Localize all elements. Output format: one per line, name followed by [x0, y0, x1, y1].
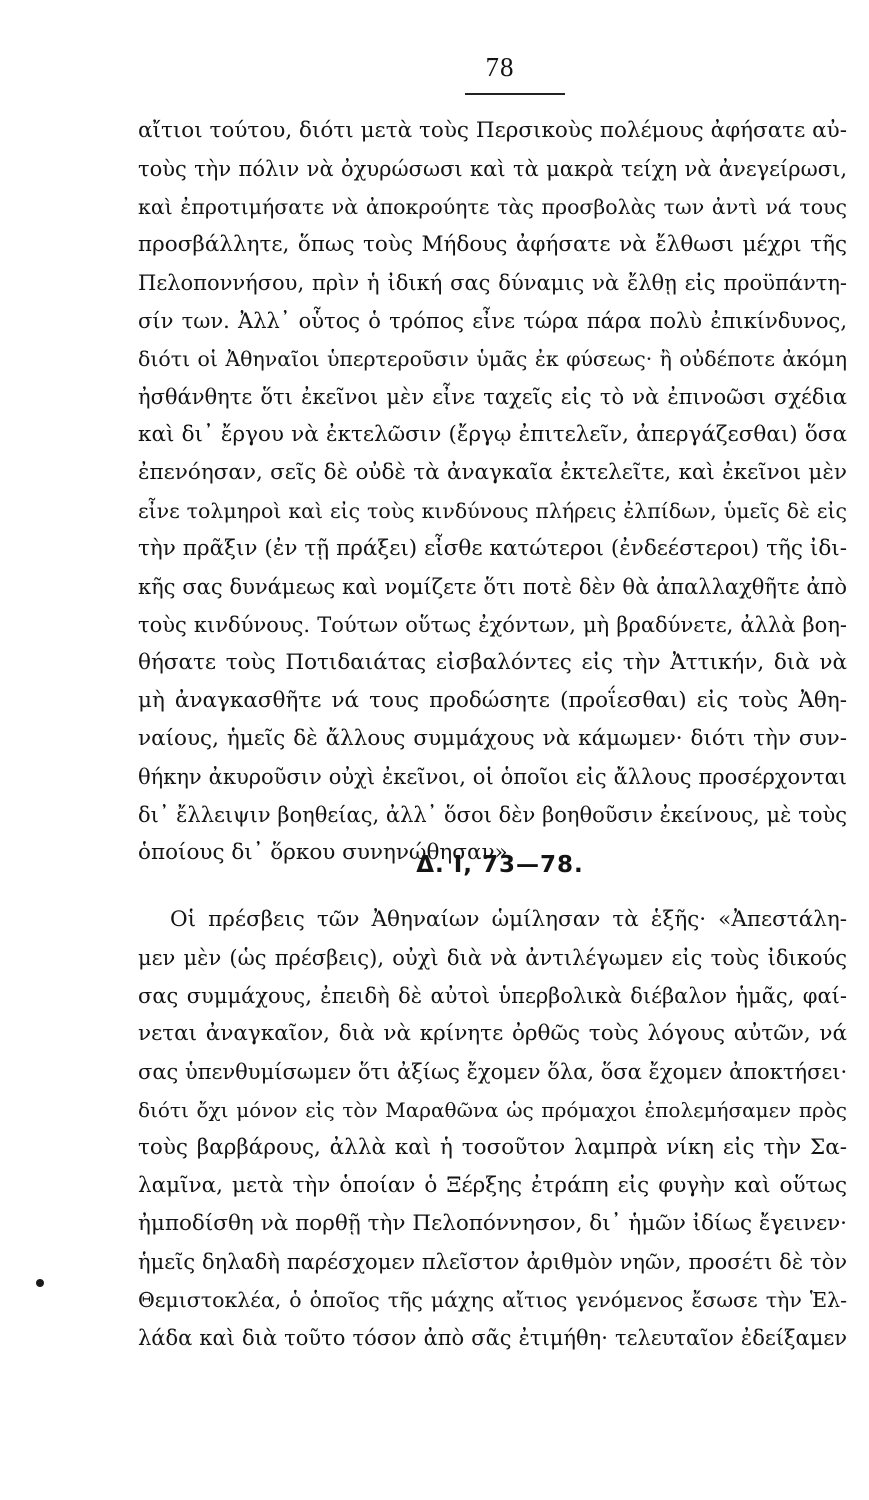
text-line: τοὺς βαρβάρους, ἀλλὰ καὶ ἡ τοσοῦτον λαμπρὰ νίκη εἰς τὴν Σα-	[138, 1135, 847, 1160]
text-line: θήκην ἀκυροῦσιν οὐχὶ ἐκεῖνοι, οἱ ὁποῖοι εἰς ἄλλους προσέρχονται	[138, 765, 847, 789]
text-line: θήσατε τοὺς Ποτιδαιάτας εἰσβαλόντες εἰς τὴν Ἀττικήν, διὰ νὰ	[138, 650, 847, 675]
text-line: ἠσθάνθητε ὅτι ἐκεῖνοι μὲν εἶνε ταχεῖς εἰς τὸ νὰ ἐπινοῶσι σχέδια	[138, 385, 847, 409]
page-number-rule	[465, 93, 565, 95]
text-line: ἠμποδίσθη νὰ πορθῇ τὴν Πελοπόννησον, δι᾽ ἡμῶν ἰδίως ἔγεινεν·	[138, 1211, 847, 1236]
text-line: λαμῖνα, μετὰ τὴν ὁποίαν ὁ Ξέρξης ἐτράπη εἰς φυγὴν καὶ οὕτως	[138, 1173, 847, 1198]
text-line: Πελοποννήσου, πρὶν ἡ ἰδική σας δύναμις νὰ ἔλθῃ εἰς προϋπάντη-	[138, 271, 847, 295]
text-line: λάδα καὶ διὰ τοῦτο τόσον ἀπὸ σᾶς ἐτιμήθη· τελευταῖον ἐδείξαμεν	[138, 1326, 847, 1350]
page-number: 78	[485, 52, 515, 82]
text-line: ἐπενόησαν, σεῖς δὲ οὐδὲ τὰ ἀναγκαῖα ἐκτελεῖτε, καὶ ἐκεῖνοι μὲν	[138, 460, 847, 485]
text-line: Οἱ πρέσβεις τῶν Ἀθηναίων ὡμίλησαν τὰ ἑξῆς· «Ἀπεστάλη-	[170, 907, 847, 932]
text-line: τοὺς τὴν πόλιν νὰ ὀχυρώσωσι καὶ τὰ μακρὰ τείχη νὰ ἀνεγείρωσι,	[138, 157, 847, 181]
text-line: καὶ δι᾽ ἔργου νὰ ἐκτελῶσιν (ἔργῳ ἐπιτελεῖν, ἀπεργάζεσθαι) ὅσα	[138, 422, 847, 447]
text-line: τὴν πρᾶξιν (ἐν τῇ πράξει) εἶσθε κατώτεροι (ἐνδεέστεροι) τῆς ἰδι-	[138, 536, 847, 561]
text-line: νεται ἀναγκαῖον, διὰ νὰ κρίνητε ὀρθῶς τοὺς λόγους αὐτῶν, νά	[138, 1021, 847, 1046]
text-line: Θεμιστοκλέα, ὁ ὁποῖος τῆς μάχης αἴτιος γενόμενος ἔσωσε τὴν Ἑλ-	[138, 1288, 847, 1312]
text-line: καὶ ἐπροτιμήσατε νὰ ἀποκρούητε τὰς προσβολὰς των ἀντὶ νά τους	[138, 195, 847, 219]
text-line: κῆς σας δυνάμεως καὶ νομίζετε ὅτι ποτὲ δὲν θὰ ἀπαλλαχθῆτε ἀπὸ	[138, 575, 847, 599]
text-line: διότι οἱ Ἀθηναῖοι ὑπερτεροῦσιν ὑμᾶς ἐκ φύσεως· ἢ οὐδέποτε ἀκόμη	[138, 347, 847, 371]
text-line: μὴ ἀναγκασθῆτε νά τους προδώσητε (προΐεσθαι) εἰς τοὺς Ἀθη-	[138, 688, 847, 713]
text-line: εἶνε τολμηροὶ καὶ εἰς τοὺς κινδύνους πλήρεις ἐλπίδων, ὑμεῖς δὲ εἰς	[138, 499, 847, 523]
text-line: σας ὑπενθυμίσωμεν ὅτι ἀξίως ἔχομεν ὅλα, ὅσα ἔχομεν ἀποκτήσει·	[138, 1060, 847, 1084]
text-line: σας συμμάχους, ἐπειδὴ δὲ αὐτοὶ ὑπερβολικὰ διέβαλον ἡμᾶς, φαί-	[138, 984, 847, 1008]
text-line: ναίους, ἡμεῖς δὲ ἄλλους συμμάχους νὰ κάμωμεν· διότι τὴν συν-	[138, 726, 847, 751]
text-line: ὁποίους δι᾽ ὅρκου συνηνώθησαν».	[138, 840, 515, 865]
text-line: διότι ὄχι μόνον εἰς τὸν Μαραθῶνα ὡς πρόμαχοι ἐπολεμήσαμεν πρὸς	[138, 1098, 847, 1122]
text-line: τοὺς κινδύνους. Τούτων οὕτως ἐχόντων, μὴ βραδύνετε, ἀλλὰ βοη-	[138, 613, 847, 637]
text-line: ἡμεῖς δηλαδὴ παρέσχομεν πλεῖστον ἀριθμὸν νηῶν, προσέτι δὲ τὸν	[138, 1250, 847, 1274]
text-line: σίν των. Ἀλλ᾽ οὗτος ὁ τρόπος εἶνε τώρα πάρα πολὺ ἐπικίνδυνος,	[138, 309, 847, 333]
text-line: προσβάλλητε, ὅπως τοὺς Μήδους ἀφήσατε νὰ ἔλθωσι μέχρι τῆς	[138, 232, 847, 257]
text-line: δι᾽ ἔλλειψιν βοηθείας, ἀλλ᾽ ὅσοι δὲν βοηθοῦσιν ἐκείνους, μὲ τοὺς	[138, 803, 847, 827]
section-heading: Δ. I, 73—78.	[416, 852, 584, 878]
margin-ink-dot	[36, 1279, 44, 1287]
text-line: αἴτιοι τούτου, διότι μετὰ τοὺς Περσικοὺς πολέμους ἀφήσατε αὐ-	[138, 118, 847, 143]
text-line: μεν μὲν (ὡς πρέσβεις), οὐχὶ διὰ νὰ ἀντιλέγωμεν εἰς τοὺς ἰδικούς	[138, 946, 847, 970]
